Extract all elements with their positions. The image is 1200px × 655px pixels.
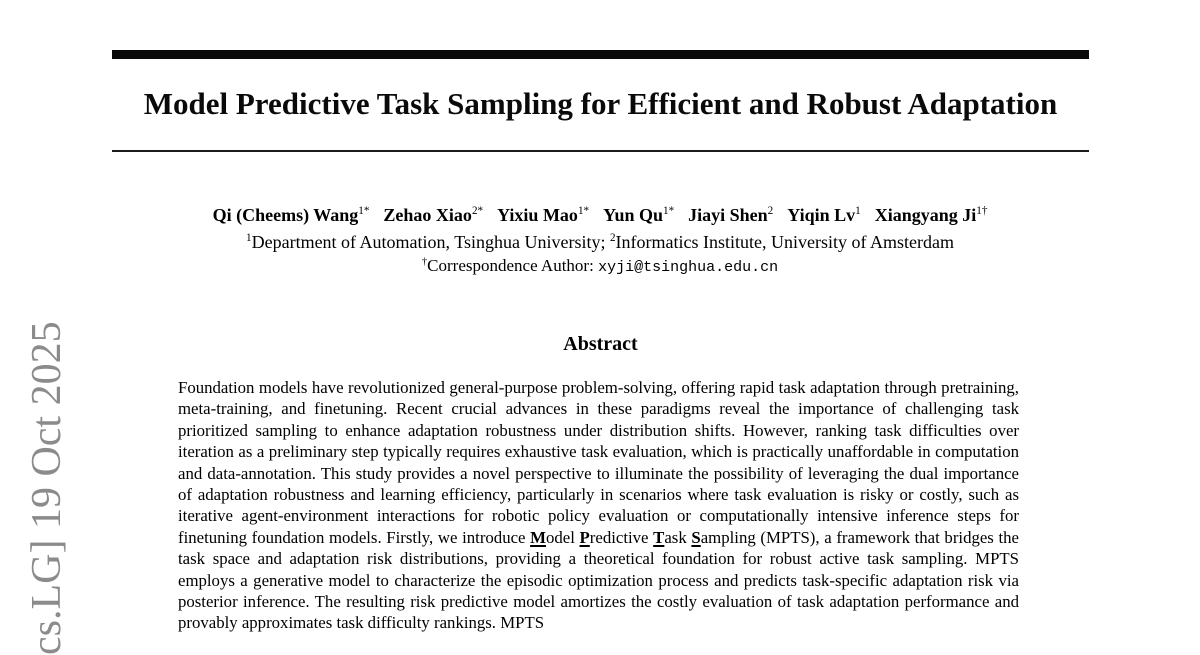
author: Yiqin Lv$^1$ — [787, 205, 861, 225]
paper-title: Model Predictive Task Sampling for Efficient and Robust Adaptation — [143, 86, 1058, 121]
author: Qi (Cheems) Wang$^{1*}$ — [212, 205, 370, 225]
affiliation: Department of Automation, Tsinghua University; — [251, 232, 610, 252]
abstract-heading: Abstract — [563, 333, 638, 355]
top-rule-thick — [112, 50, 1089, 59]
affiliation-line: $^1$Department of Automation, Tsinghua University; $^2$Informatics Institute, University of Amsterdam — [246, 232, 954, 252]
abstract-text: Foundation models have revolutionized general-purpose problem-solving, offering rapid task adaptation through pretraining, meta-training, and finetuning. Recent crucial advances in these paradigms reveal the importance of challenging task prioritized sampling to enhance adaptation robustness under distribution shifts. However, ranking task difficulties over iteration as a preliminary step typically requires exhaustive task evaluation, which is practically unaffordable in computation and data-annotation. This study provides a novel perspective to illuminate the possibility of leveraging the dual importance of adaptation robustness and learning efficiency, particularly in scenarios where task evaluation is risky or costly, such as iterative agent-environment interactions for robotic policy evaluation or computationally intensive inference steps for finetuning foundation models. Firstly, we introduce Model Predictive Task Sampling (MPTS), a framework that bridges the task space and adaptation risk distributions, providing a theoretical foundation for robust active task sampling. MPTS employs a generative model to characterize the episodic optimization process and predicts task-specific adaptation risk via posterior inference. The resulting risk predictive model amortizes the costly evaluation of task adaptation performance and provably approximates task difficulty rankings. MPTS — [178, 378, 1019, 633]
author-line — [100, 205, 1100, 226]
correspondence-label: Correspondence Author: — [427, 256, 599, 275]
title-rule-thin — [112, 150, 1089, 152]
author: Yun $Qu^{1*}$ — [603, 205, 675, 225]
affiliation: Informatics Institute, University of Amsterdam — [615, 232, 954, 252]
author: Xiangyang $Ji^{1\dagger}$ — [874, 205, 988, 225]
correspondence-email: xyji@tsinghua.edu.cn — [598, 259, 779, 276]
author: Yixiu Mao$^{1*}$ — [497, 205, 590, 225]
author: Zehao Xiao$^{2*}$ — [383, 205, 484, 225]
author: Jiayi Shen$^2$ — [688, 205, 774, 225]
correspondence-line — [100, 256, 1100, 276]
arxiv-watermark: cs.LG] 19 Oct 2025 — [24, 321, 70, 655]
dagger-superscript: † — [421, 256, 428, 268]
